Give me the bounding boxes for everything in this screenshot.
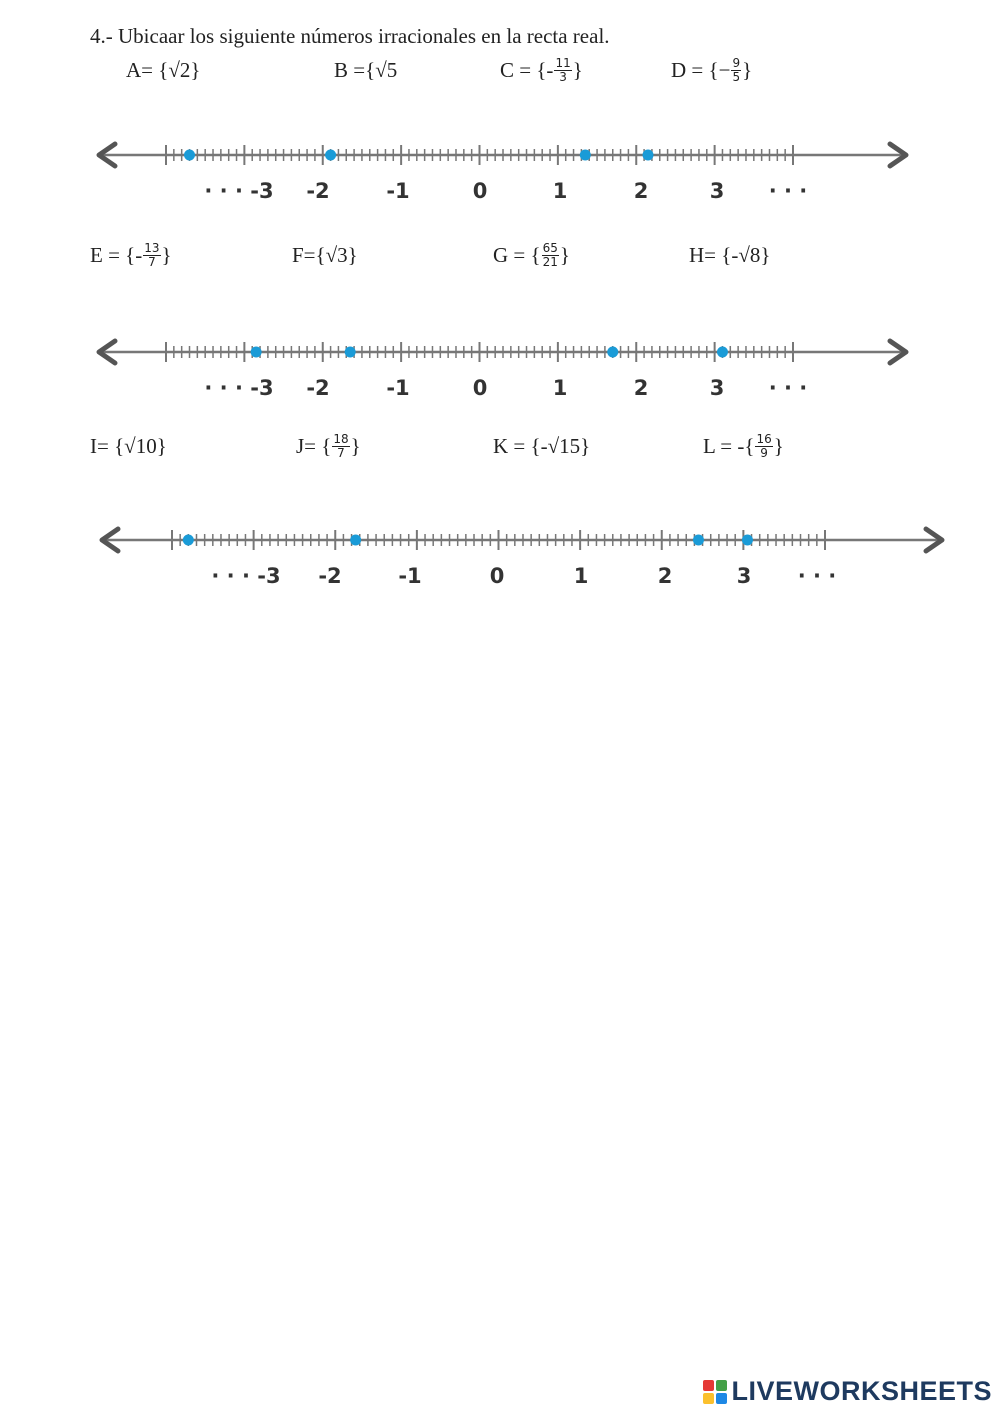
fraction: $\frac{16}{9}$ xyxy=(756,431,772,460)
expression-b: B ={ √5 xyxy=(334,57,398,82)
expression-d: D = {− $\frac{9}{5}$ } xyxy=(671,55,753,84)
expression-e: E = {- $\frac{13}{7}$ } xyxy=(90,240,172,269)
logo-icon xyxy=(703,1380,727,1404)
exercise-title: 4.- Ubicaar los siguiente números irracionales en la recta real. xyxy=(90,24,610,48)
point-dot xyxy=(183,535,194,546)
liveworksheets-logo xyxy=(703,1376,992,1407)
fraction: $\frac{13}{7}$ xyxy=(144,240,160,269)
tick-label: 0 xyxy=(472,376,488,400)
tick-label: 2 xyxy=(657,564,673,588)
tick-label: 1 xyxy=(552,376,568,400)
tick-label: 3 xyxy=(709,179,725,203)
logo-square xyxy=(716,1393,727,1404)
expression-f: F={ √3 } xyxy=(292,242,358,267)
tick-label: -2 xyxy=(306,179,330,203)
expression-c: C = {- $\frac{11}{3}$ } xyxy=(500,55,583,84)
expression-g: G = { $\frac{65}{21}$ } xyxy=(493,240,570,269)
tick-label: · · · -3 xyxy=(211,564,281,588)
tick-label: · · · -3 xyxy=(204,376,274,400)
fraction: $\frac{18}{7}$ xyxy=(333,431,349,460)
expression-l: L = -{ $\frac{16}{9}$ } xyxy=(703,431,784,460)
logo-square xyxy=(703,1393,714,1404)
expression-j: J= { $\frac{18}{7}$ } xyxy=(296,431,361,460)
number-line-3 xyxy=(0,0,1000,610)
point-dot xyxy=(742,535,753,546)
tick-label: -1 xyxy=(386,179,410,203)
point-dot xyxy=(693,535,704,546)
fraction: $\frac{65}{21}$ xyxy=(542,240,558,269)
tick-label: 1 xyxy=(552,179,568,203)
tick-label: · · · xyxy=(797,564,837,588)
tick-label: 3 xyxy=(709,376,725,400)
expression-k: K = {- √15 } xyxy=(493,433,591,458)
tick-label: · · · -3 xyxy=(204,179,274,203)
tick-label: -2 xyxy=(306,376,330,400)
tick-label: -1 xyxy=(386,376,410,400)
expression-i: I= { √10 } xyxy=(90,433,167,458)
tick-label: 2 xyxy=(633,376,649,400)
tick-label: 0 xyxy=(472,179,488,203)
expression-a: A= { √2 } xyxy=(126,57,201,82)
tick-label: 0 xyxy=(489,564,505,588)
tick-label: · · · xyxy=(768,179,808,203)
fraction: $\frac{9}{5}$ xyxy=(732,55,741,84)
tick-label: 1 xyxy=(573,564,589,588)
tick-label: -2 xyxy=(318,564,342,588)
tick-label: 3 xyxy=(736,564,752,588)
logo-square xyxy=(716,1380,727,1391)
logo-square xyxy=(703,1380,714,1391)
logo-text: LIVEWORKSHEETS xyxy=(731,1376,992,1406)
point-dot xyxy=(350,535,361,546)
expression-h: H= {- √8 } xyxy=(689,242,771,267)
tick-label: -1 xyxy=(398,564,422,588)
tick-label: 2 xyxy=(633,179,649,203)
tick-label: · · · xyxy=(768,376,808,400)
fraction: $\frac{11}{3}$ xyxy=(555,55,571,84)
